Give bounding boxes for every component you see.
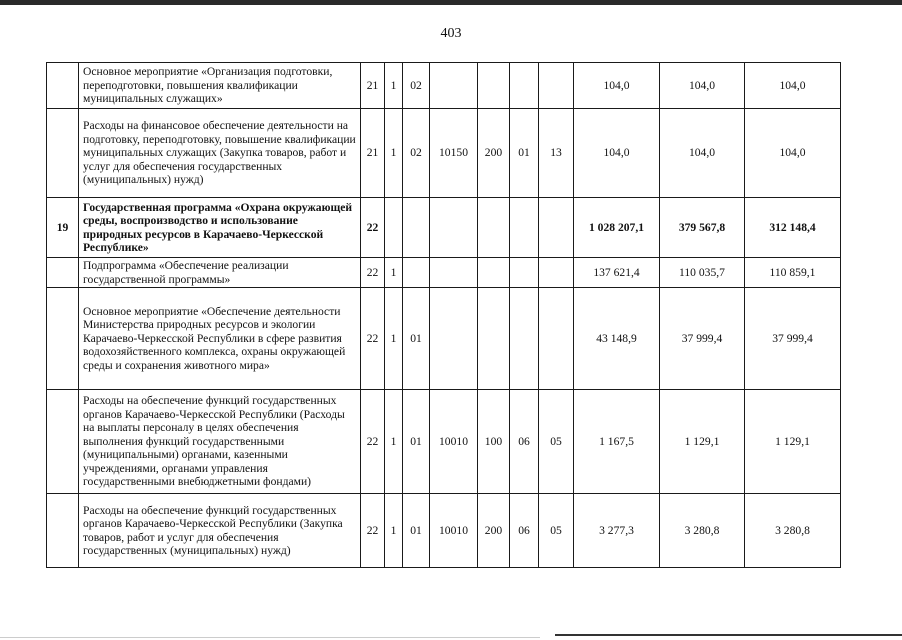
code-gp: 22 — [361, 494, 385, 568]
code-expense-type — [478, 288, 510, 390]
code-gp: 22 — [361, 198, 385, 258]
code-om — [403, 258, 430, 288]
amount-1: 1 167,5 — [574, 390, 660, 494]
amount-3: 104,0 — [745, 63, 841, 109]
code-pp: 1 — [385, 494, 403, 568]
amount-2: 37 999,4 — [660, 288, 745, 390]
row-name: Основное мероприятие «Обеспечение деятельности Министерства природных ресурсов и экологии Карачаево-Черкесской Республики в сфере развития водохозяйственного комплекса, охраны окружающей среды и сохранения животного мира» — [79, 288, 361, 390]
code-direction: 10150 — [430, 109, 478, 198]
row-name: Государственная программа «Охрана окружающей среды, воспроизводство и использование природных ресурсов в Карачаево-Черкесской Республике» — [79, 198, 361, 258]
amount-2: 379 567,8 — [660, 198, 745, 258]
row-name: Расходы на обеспечение функций государственных органов Карачаево-Черкесской Республики (Расходы на выплаты персоналу в целях обеспечения выполнения функций государственными (муниципальными) органами, казенными учреждениями, органами управления государственными внебюджетными фондами) — [79, 390, 361, 494]
row-number — [47, 494, 79, 568]
row-number — [47, 63, 79, 109]
table-row — [47, 390, 841, 494]
page-number: 403 — [440, 26, 462, 41]
code-om: 01 — [403, 494, 430, 568]
code-gp: 22 — [361, 288, 385, 390]
code-section — [510, 63, 539, 109]
row-number: 19 — [47, 198, 79, 258]
code-pp: 1 — [385, 258, 403, 288]
amount-3: 1 129,1 — [745, 390, 841, 494]
code-direction: 10010 — [430, 494, 478, 568]
amount-3: 37 999,4 — [745, 288, 841, 390]
code-expense-type — [478, 198, 510, 258]
table-row — [47, 198, 841, 258]
code-pp: 1 — [385, 288, 403, 390]
code-direction — [430, 288, 478, 390]
row-number — [47, 109, 79, 198]
row-name: Расходы на обеспечение функций государственных органов Карачаево-Черкесской Республики (Закупка товаров, работ и услуг для обеспечения государственных (муниципальных) нужд) — [79, 494, 361, 568]
code-section: 06 — [510, 390, 539, 494]
row-name: Расходы на финансовое обеспечение деятельности на подготовку, переподготовку, повышение квалификации муниципальных служащих (Закупка товаров, работ и услуг для обеспечения государственных (муниципальных) нужд) — [79, 109, 361, 198]
amount-1: 137 621,4 — [574, 258, 660, 288]
amount-1: 43 148,9 — [574, 288, 660, 390]
code-subsection: 05 — [539, 390, 574, 494]
amount-2: 110 035,7 — [660, 258, 745, 288]
budget-table — [46, 62, 841, 568]
table-row — [47, 109, 841, 198]
code-om: 01 — [403, 288, 430, 390]
code-pp: 1 — [385, 63, 403, 109]
code-subsection: 13 — [539, 109, 574, 198]
table-row — [47, 494, 841, 568]
bottom-edge-rule-faint — [0, 637, 540, 638]
code-subsection — [539, 63, 574, 109]
amount-3: 104,0 — [745, 109, 841, 198]
code-subsection: 05 — [539, 494, 574, 568]
amount-2: 1 129,1 — [660, 390, 745, 494]
amount-2: 104,0 — [660, 109, 745, 198]
code-pp — [385, 198, 403, 258]
row-name: Основное мероприятие «Организация подготовки, переподготовки, повышения квалификации муниципальных служащих» — [79, 63, 361, 109]
code-pp: 1 — [385, 109, 403, 198]
amount-1: 3 277,3 — [574, 494, 660, 568]
row-name: Подпрограмма «Обеспечение реализации государственной программы» — [79, 258, 361, 288]
amount-2: 3 280,8 — [660, 494, 745, 568]
code-gp: 21 — [361, 109, 385, 198]
code-subsection — [539, 258, 574, 288]
amount-1: 104,0 — [574, 63, 660, 109]
code-pp: 1 — [385, 390, 403, 494]
top-edge-rule — [0, 0, 902, 5]
amount-1: 104,0 — [574, 109, 660, 198]
bottom-edge-rule — [555, 634, 902, 636]
code-section: 06 — [510, 494, 539, 568]
code-expense-type: 200 — [478, 109, 510, 198]
amount-2: 104,0 — [660, 63, 745, 109]
code-expense-type: 100 — [478, 390, 510, 494]
code-direction — [430, 63, 478, 109]
table-row — [47, 288, 841, 390]
code-subsection — [539, 288, 574, 390]
code-expense-type: 200 — [478, 494, 510, 568]
code-gp: 22 — [361, 258, 385, 288]
row-number — [47, 258, 79, 288]
code-section — [510, 258, 539, 288]
amount-3: 312 148,4 — [745, 198, 841, 258]
code-om: 02 — [403, 63, 430, 109]
code-om: 02 — [403, 109, 430, 198]
code-direction: 10010 — [430, 390, 478, 494]
code-expense-type — [478, 258, 510, 288]
code-gp: 21 — [361, 63, 385, 109]
code-gp: 22 — [361, 390, 385, 494]
table-row — [47, 63, 841, 109]
code-subsection — [539, 198, 574, 258]
code-expense-type — [478, 63, 510, 109]
amount-1: 1 028 207,1 — [574, 198, 660, 258]
amount-3: 110 859,1 — [745, 258, 841, 288]
code-section — [510, 198, 539, 258]
table-row — [47, 258, 841, 288]
row-number — [47, 288, 79, 390]
amount-3: 3 280,8 — [745, 494, 841, 568]
row-number — [47, 390, 79, 494]
code-section: 01 — [510, 109, 539, 198]
code-direction — [430, 198, 478, 258]
code-om: 01 — [403, 390, 430, 494]
code-section — [510, 288, 539, 390]
code-direction — [430, 258, 478, 288]
code-om — [403, 198, 430, 258]
